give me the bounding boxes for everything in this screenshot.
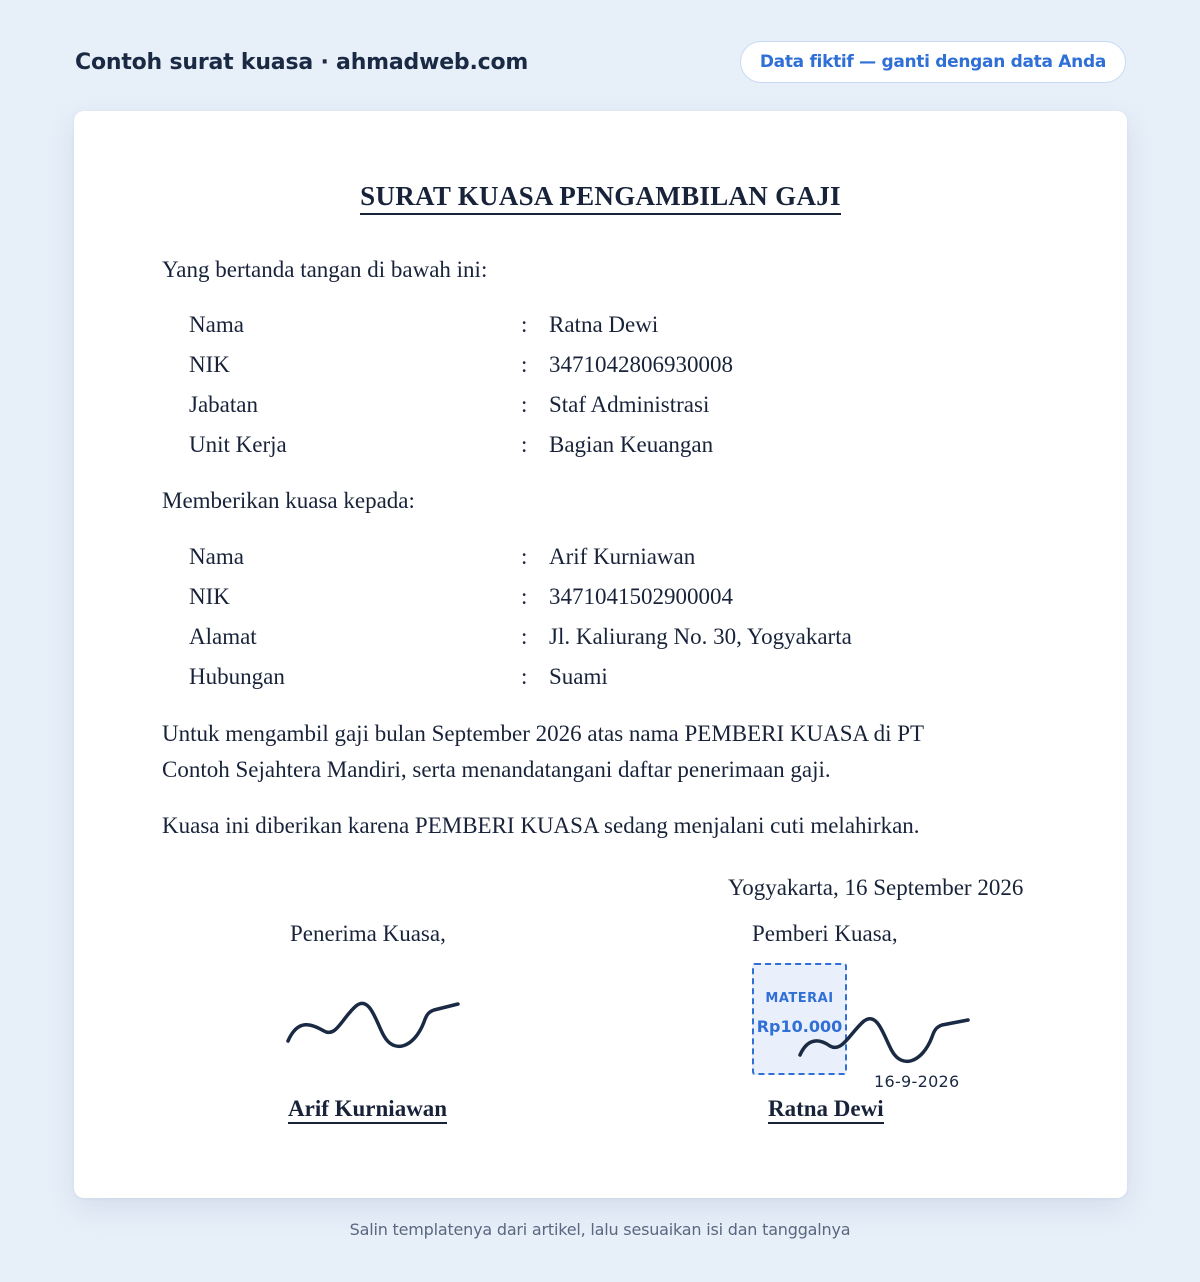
field-colon: : bbox=[521, 352, 528, 377]
grantor-row-name bbox=[189, 305, 989, 345]
field-colon: : bbox=[521, 312, 528, 337]
giver-role: Pemberi Kuasa, bbox=[752, 921, 898, 946]
field-label: NIK bbox=[189, 584, 230, 609]
giver-name: Ratna Dewi bbox=[768, 1096, 884, 1122]
purpose-paragraph: Untuk mengambil gaji bulan September 2026 atas nama PEMBERI KUASA di PT Contoh Sejahtera Mandiri, serta menandatangani daftar penerimaan gaji. bbox=[162, 721, 924, 782]
letter-sheet bbox=[74, 111, 1127, 1198]
place-date: Yogyakarta, 16 September 2026 bbox=[728, 875, 1024, 900]
intro-text: Yang bertanda tangan di bawah ini: bbox=[162, 257, 488, 282]
field-colon: : bbox=[521, 624, 528, 649]
fictional-data-badge: Data fiktif — ganti dengan data Anda bbox=[740, 41, 1126, 83]
stamp-date: 16-9-2026 bbox=[874, 1072, 960, 1091]
stamp-value: Rp10.000 bbox=[756, 1017, 843, 1036]
field-label: Unit Kerja bbox=[189, 432, 287, 457]
recipient-role: Penerima Kuasa, bbox=[290, 921, 446, 946]
field-value: Arif Kurniawan bbox=[549, 544, 696, 569]
giver-signature bbox=[794, 1011, 974, 1071]
top-bar bbox=[75, 40, 1126, 84]
field-label: Nama bbox=[189, 312, 244, 337]
field-value: Staf Administrasi bbox=[549, 392, 710, 417]
field-label: Nama bbox=[189, 544, 244, 569]
field-colon: : bbox=[521, 392, 528, 417]
field-label: Alamat bbox=[189, 624, 257, 649]
grantor-details bbox=[189, 305, 989, 465]
field-value: Bagian Keuangan bbox=[549, 432, 714, 457]
grantor-row-nik bbox=[189, 345, 989, 385]
grant-intro-text: Memberikan kuasa kepada: bbox=[162, 488, 415, 513]
field-colon: : bbox=[521, 544, 528, 569]
field-value: Ratna Dewi bbox=[549, 312, 659, 337]
field-label: Jabatan bbox=[189, 392, 258, 417]
field-label: NIK bbox=[189, 352, 230, 377]
grantor-row-position bbox=[189, 385, 989, 425]
grantee-row-address bbox=[189, 617, 989, 657]
footer-note: Salin templatenya dari artikel, lalu sesuaikan isi dan tanggalnya bbox=[349, 1220, 851, 1239]
field-colon: : bbox=[521, 584, 528, 609]
field-value: 3471041502900004 bbox=[549, 584, 733, 609]
reason-paragraph: Kuasa ini diberikan karena PEMBERI KUASA sedang menjalani cuti melahirkan. bbox=[162, 813, 920, 838]
field-value: Suami bbox=[549, 664, 608, 689]
grantee-row-nik bbox=[189, 577, 989, 617]
recipient-signature bbox=[284, 996, 464, 1056]
grantor-row-unit bbox=[189, 425, 989, 465]
letter-title: SURAT KUASA PENGAMBILAN GAJI bbox=[74, 181, 1127, 212]
field-label: Hubungan bbox=[189, 664, 285, 689]
field-colon: : bbox=[521, 432, 528, 457]
field-colon: : bbox=[521, 664, 528, 689]
stamp-label: MATERAI bbox=[765, 991, 834, 1006]
field-value: 3471042806930008 bbox=[549, 352, 733, 377]
field-value: Jl. Kaliurang No. 30, Yogyakarta bbox=[549, 624, 852, 649]
site-brand: Contoh surat kuasa · ahmadweb.com bbox=[75, 49, 529, 75]
grantee-row-name bbox=[189, 537, 989, 577]
grantee-details bbox=[189, 537, 989, 697]
grantee-row-relation bbox=[189, 657, 989, 697]
recipient-name: Arif Kurniawan bbox=[288, 1096, 447, 1122]
